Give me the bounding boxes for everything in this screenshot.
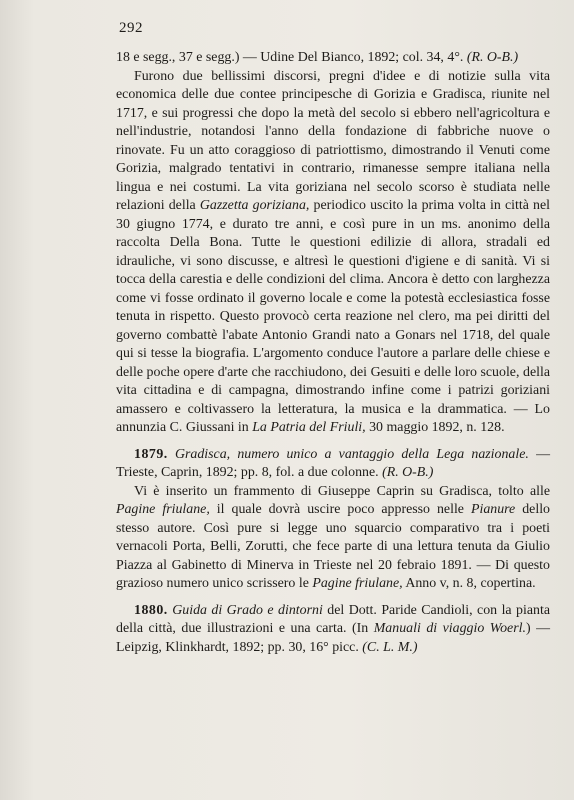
paragraph-text: ) — Leipzig, Klinkhardt, 1892; pp. 30, 16° picc. <box>116 621 550 655</box>
paragraph-text: Anno v, n. 8, copertina. <box>402 576 536 591</box>
citation-text: 18 e segg., 37 e segg.) — Udine Del Bianco, 1892; col. 34, 4°. <box>116 50 464 65</box>
periodical-title: Gazzetta goriziana, <box>199 198 310 213</box>
series-title: Manuali di viaggio Woerl. <box>373 621 526 636</box>
entry-1879-body <box>116 483 550 594</box>
paragraph-text: Vi è inserito un frammento di Giuseppe Caprin su Gradisca, tolto alle <box>134 483 550 499</box>
publication-title: Pagine friulane, <box>116 502 210 517</box>
publication-title: Pianure <box>470 502 516 517</box>
entry-title: Guida di Grado e dintorni <box>172 602 323 618</box>
entry-author: del Dott. Paride Candioli, <box>322 602 473 618</box>
text-block <box>116 49 550 657</box>
paragraph-text: con la pianta della città, due illustrazioni e una carta. (In <box>116 602 550 636</box>
page-number: 292 <box>119 20 143 36</box>
continuation-citation <box>116 49 550 68</box>
periodical-title: La Patria del Friuli, <box>252 420 366 435</box>
entry-number: 1880. <box>134 602 168 618</box>
continuation-paragraph <box>116 68 550 438</box>
reviewer-initials: (C. L. M.) <box>362 639 418 655</box>
publication-title: Pagine friulane, <box>312 576 403 591</box>
reviewer-initials: (R. O-B.) <box>382 465 434 480</box>
reviewer-initials: (R. O-B.) <box>466 50 519 65</box>
entry-1880 <box>116 602 550 658</box>
entry-citation: — Trieste, Caprin, 1892; pp. 8, fol. a due colonne. <box>116 446 550 480</box>
entry-1879-heading <box>116 446 550 483</box>
paragraph-text: periodico uscito la prima volta in città nel 30 giugno 1774, e durato tre anni, e così pure in un ms. anonimo della raccolta Della Bona. Tutte le questioni edilizie di allora, stradali ed idrauliche, vi sono discusse, e altresì le questioni d'igiene e di sanità. Vi si tocca della carestia e delle condizioni del clima. Ancora è detto con larghezza come vi fosse ordinato il governo locale e come la potestà ecclesiastica fosse tenuta in rispetto. Questo provocò certa reazione nel clero, ma pei diritti del governo combattè l'abate Antonio Grandi nato a Gonars nel 1718, del quale qui si tesse la biografia. L'argomento conduce l'autore a parlare delle chiese e delle poche opere d'arte che racchiudono, dei Gesuiti e delle loro scuole, della vita cittadina e di campagna, dimostrando infine come i patrizi goriziani amassero e coltivassero la letteratura, la musica e la drammatica. — Lo annunzia C. Giussani in <box>116 198 551 435</box>
entry-number: 1879. <box>134 446 168 462</box>
paragraph-text: Furono due bellissimi discorsi, pregni d'idee e di notizie sulla vita economica delle due contee principesche di Gorizia e Gradisca, riunite nel 1717, e sui progressi che dopo la metà del secolo si ebbero nell'agricoltura e nell'industrie, notandosi l'anno della fondazione di fabbriche nuove o rinovate. Fu un atto coraggioso di patriottismo, dimostrando il Venuti come Gorizia, malgrado tentativi in contrario, rimanesse sempre italiana nella lingua e nei costumi. La vita goriziana nel secolo scorso è studiata nelle relazioni della <box>116 68 550 213</box>
entry-title: Gradisca, numero unico a vantaggio della Lega nazionale. <box>174 446 529 462</box>
paragraph-text: dello stesso autore. Così pure si legge uno squarcio comparativo tra i poeti vernacoli Porta, Belli, Zorutti, che fece parte di una lettura tenuta da Giulio Piazza al Gabinetto di Minerva in Trieste nel 20 febraio 1891. — Di questo grazioso numero unico scrissero le <box>116 502 551 591</box>
paragraph-text: 30 maggio 1892, n. 128. <box>365 420 505 435</box>
paragraph-text: il quale dovrà uscire poco appresso nelle <box>209 502 471 517</box>
